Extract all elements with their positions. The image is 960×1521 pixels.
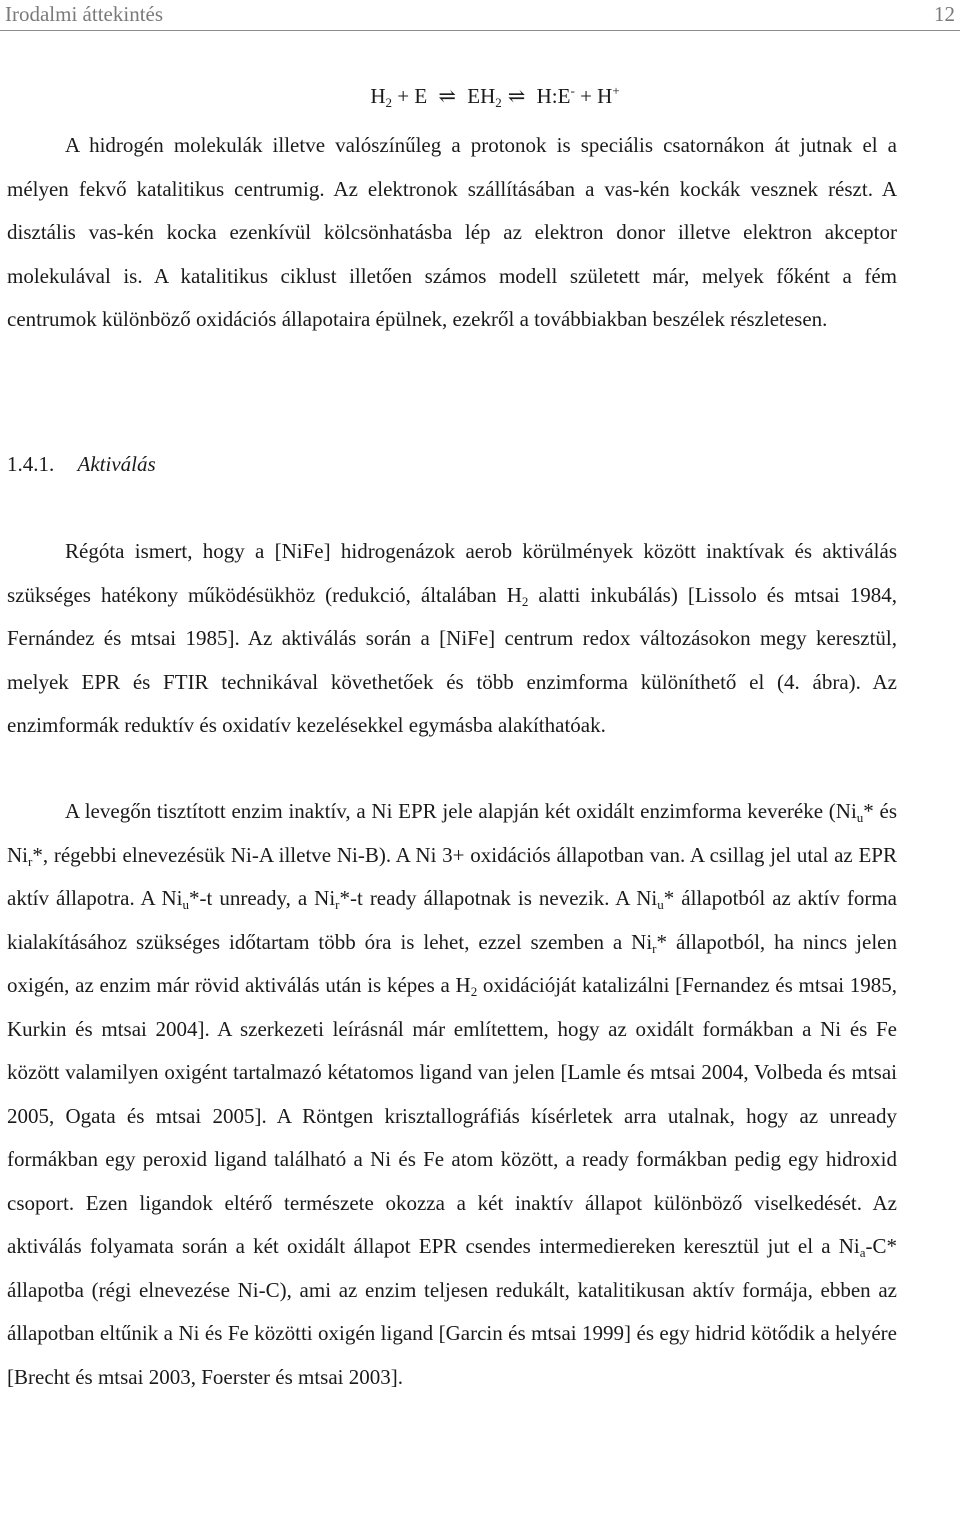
chapter-title: Irodalmi áttekintés [5, 2, 164, 26]
page-header [0, 0, 960, 31]
equilibrium-arrow-icon: ⇌ [438, 84, 457, 108]
section-heading [7, 452, 156, 477]
section-number: 1.4.1. [7, 452, 55, 476]
page-number: 12 [934, 2, 955, 26]
paragraph-activation: Régóta ismert, hogy a [NiFe] hidrogenázok aerob körülmények között inaktívak és aktiválás szükséges hatékony működésükhöz (redukció, általában $H_2$ alatti inkubálás) [Lissolo és mtsai 1984, Fernández és mtsai 1985]. Az aktiválás során a [NiFe] centrum redox változásokon megy keresztül, melyek EPR és FTIR technikával követhetőek és több enzimforma különíthető el (4. ábra). Az enzimformák reduktív és oxidatív kezelésekkel egymásba alakíthatóak. [7, 539, 897, 737]
equilibrium-arrow-icon: ⇌ [507, 84, 526, 108]
paragraph-intro: A hidrogén molekulák illetve valószínűleg a protonok is speciális csatornákon át jutnak el a mélyen fekvő katalitikus centrumig. Az elektronok szállításában a vas-kén kockák vesznek részt. A disztális vas-kén kocka ezenkívül kölcsönhatásba lép az elektron donor illetve elektron akceptor molekulával is. A katalitikus ciklust illetően számos modell született már, melyek főként a fém centrumok különböző oxidációs állapotaira épülnek, ezekről a továbbiakban beszélek részletesen. [7, 133, 897, 331]
paragraph-states: A levegőn tisztított enzim inaktív, a Ni EPR jele alapján két oxidált enzimforma keveréke ($Ni_u*$ és $Ni_r*$, régebbi elnevezésük Ni-A illetve Ni-B). A Ni 3+ oxidációs állapotban van. A csillag jel utal az EPR aktív állapotra. A $Ni_u*-t$ unready, a $Ni_r*-t$ ready állapotnak is nevezik. A $Ni_u*$ állapotból az aktív forma kialakításához szükséges időtartam több óra is lehet, ezzel szemben a $Ni_r*$ állapotból, ha nincs jelen oxigén, az enzim már rövid aktiválás után is képes a $H_2$ oxidációját katalizálni [Fernandez és mtsai 1985, Kurkin és mtsai 2004]. A szerkezeti leírásnál már említettem, hogy az oxidált formákban a Ni és Fe között valamilyen oxigént tartalmazó kétatomos ligand van jelen [Lamle és mtsai 2004, Volbeda és mtsai 2005, Ogata és mtsai 2005]. A Röntgen krisztallográfiás kísérletek arra utalnak, hogy az unready formákban egy peroxid ligand található a Ni és Fe atom között, a ready formákban pedig egy hidroxid csoport. Ezen ligandok eltérő természete okozza a két inaktív állapot különböző viselkedését. Az aktiválás folyamata során a két oxidált állapot EPR csendes intermediereken keresztül jut el a $Ni_a-C*$ állapotba (régi elnevezése Ni-C), ami az enzim teljesen redukált, katalitikusan aktív formája, ebben az állapotban eltűnik a Ni és Fe közötti oxigén ligand [Garcin és mtsai 1999] és egy hidrid kötődik a helyére [Brecht és mtsai 2003, Foerster és mtsai 2003]. [7, 799, 898, 1389]
section-title: Aktiválás [77, 452, 156, 476]
reaction-equation: $H_2 + E$ ⇌ $EH_2$ ⇌ H:E- + H+ [370, 83, 620, 110]
